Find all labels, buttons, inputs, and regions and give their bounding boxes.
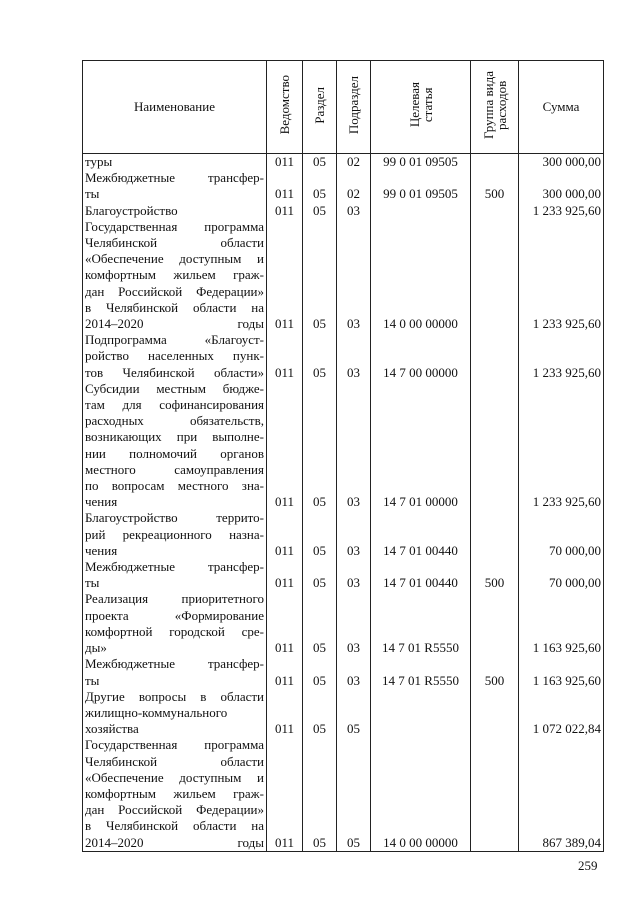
budget-table (82, 60, 604, 852)
cell-name: Межбюджетные трансфер- ты (83, 559, 267, 591)
page-number: 259 (578, 858, 598, 873)
table-row (83, 591, 604, 656)
cell-target: 99 0 01 09505 (371, 170, 471, 202)
cell-section: 05 (303, 219, 337, 332)
cell-target (371, 689, 471, 738)
cell-sum: 1 072 022,84 (519, 689, 604, 738)
cell-group (471, 510, 519, 559)
cell-dept: 011 (267, 219, 303, 332)
cell-section: 05 (303, 559, 337, 591)
cell-dept: 011 (267, 737, 303, 851)
cell-section: 05 (303, 510, 337, 559)
cell-group (471, 219, 519, 332)
cell-subsection: 03 (337, 559, 371, 591)
header-sum: Сумма (519, 61, 604, 154)
cell-sum: 867 389,04 (519, 737, 604, 851)
cell-section: 05 (303, 154, 337, 171)
cell-group (471, 203, 519, 219)
cell-dept: 011 (267, 510, 303, 559)
cell-subsection: 05 (337, 737, 371, 851)
cell-group: 500 (471, 559, 519, 591)
table-row (83, 510, 604, 559)
cell-subsection: 02 (337, 170, 371, 202)
header-group: Группа вида расходов (471, 61, 519, 154)
header-dept: Ведомство (267, 61, 303, 154)
cell-group (471, 591, 519, 656)
cell-section: 05 (303, 737, 337, 851)
cell-group (471, 381, 519, 511)
cell-section: 05 (303, 381, 337, 511)
cell-dept: 011 (267, 170, 303, 202)
cell-section: 05 (303, 689, 337, 738)
cell-name: Подпрограмма «Благоуст- ройство населенных пунк- тов Челябинской области» (83, 332, 267, 381)
cell-subsection: 03 (337, 219, 371, 332)
table-row (83, 203, 604, 219)
cell-name: Благоустройство (83, 203, 267, 219)
cell-subsection: 03 (337, 510, 371, 559)
table-row (83, 219, 604, 332)
table-row (83, 689, 604, 738)
cell-subsection: 03 (337, 591, 371, 656)
cell-group (471, 332, 519, 381)
cell-dept: 011 (267, 689, 303, 738)
cell-section: 05 (303, 332, 337, 381)
table-row (83, 332, 604, 381)
cell-dept: 011 (267, 154, 303, 171)
cell-name: Реализация приоритетного проекта «Формирование комфортной городской сре- ды» (83, 591, 267, 656)
cell-sum: 1 233 925,60 (519, 219, 604, 332)
cell-section: 05 (303, 656, 337, 688)
cell-section: 05 (303, 170, 337, 202)
cell-target: 14 0 00 00000 (371, 737, 471, 851)
cell-section: 05 (303, 591, 337, 656)
header-subsection: Подраздел (337, 61, 371, 154)
header-section: Раздел (303, 61, 337, 154)
cell-sum: 70 000,00 (519, 510, 604, 559)
cell-name: Межбюджетные трансфер- ты (83, 170, 267, 202)
cell-group: 500 (471, 170, 519, 202)
cell-name: Благоустройство террито- рий рекреационного назна- чения (83, 510, 267, 559)
cell-sum: 1 233 925,60 (519, 381, 604, 511)
cell-target: 14 7 01 00440 (371, 510, 471, 559)
cell-group (471, 689, 519, 738)
cell-name: Межбюджетные трансфер- ты (83, 656, 267, 688)
cell-dept: 011 (267, 591, 303, 656)
header-row (83, 61, 604, 154)
cell-sum: 70 000,00 (519, 559, 604, 591)
cell-sum: 1 163 925,60 (519, 656, 604, 688)
cell-subsection: 02 (337, 154, 371, 171)
cell-dept: 011 (267, 559, 303, 591)
cell-target: 14 7 01 R5550 (371, 656, 471, 688)
cell-target: 14 0 00 00000 (371, 219, 471, 332)
cell-sum: 1 233 925,60 (519, 332, 604, 381)
cell-group (471, 737, 519, 851)
cell-subsection: 05 (337, 689, 371, 738)
cell-name: Другие вопросы в области жилищно-коммунального хозяйства (83, 689, 267, 738)
cell-target: 14 7 00 00000 (371, 332, 471, 381)
cell-dept: 011 (267, 381, 303, 511)
cell-subsection: 03 (337, 203, 371, 219)
cell-sum: 300 000,00 (519, 154, 604, 171)
cell-dept: 011 (267, 203, 303, 219)
table-row (83, 656, 604, 688)
header-target: Целевая статья (371, 61, 471, 154)
cell-target: 14 7 01 00000 (371, 381, 471, 511)
cell-target: 99 0 01 09505 (371, 154, 471, 171)
cell-sum: 1 163 925,60 (519, 591, 604, 656)
cell-dept: 011 (267, 332, 303, 381)
cell-group (471, 154, 519, 171)
cell-subsection: 03 (337, 656, 371, 688)
cell-name: туры (83, 154, 267, 171)
cell-name: Государственная программа Челябинской области «Обеспечение доступным и комфортным жильем граж- дан Российской Федерации» в Челябинской области на 2014–2020 годы (83, 737, 267, 851)
cell-group: 500 (471, 656, 519, 688)
cell-subsection: 03 (337, 332, 371, 381)
cell-sum: 300 000,00 (519, 170, 604, 202)
cell-target: 14 7 01 00440 (371, 559, 471, 591)
cell-section: 05 (303, 203, 337, 219)
table-row (83, 154, 604, 171)
cell-target (371, 203, 471, 219)
table-row (83, 559, 604, 591)
table-row (83, 737, 604, 851)
cell-target: 14 7 01 R5550 (371, 591, 471, 656)
cell-dept: 011 (267, 656, 303, 688)
header-name: Наименование (83, 61, 267, 154)
cell-subsection: 03 (337, 381, 371, 511)
table-row (83, 381, 604, 511)
table-row (83, 170, 604, 202)
cell-name: Субсидии местным бюдже- там для софинансирования расходных обязательств, возникающих при выполне- нии полномочий органов местного самоуправления по вопросам местного зна- чения (83, 381, 267, 511)
cell-sum: 1 233 925,60 (519, 203, 604, 219)
cell-name: Государственная программа Челябинской области «Обеспечение доступным и комфортным жильем граж- дан Российской Федерации» в Челябинской области на 2014–2020 годы (83, 219, 267, 332)
